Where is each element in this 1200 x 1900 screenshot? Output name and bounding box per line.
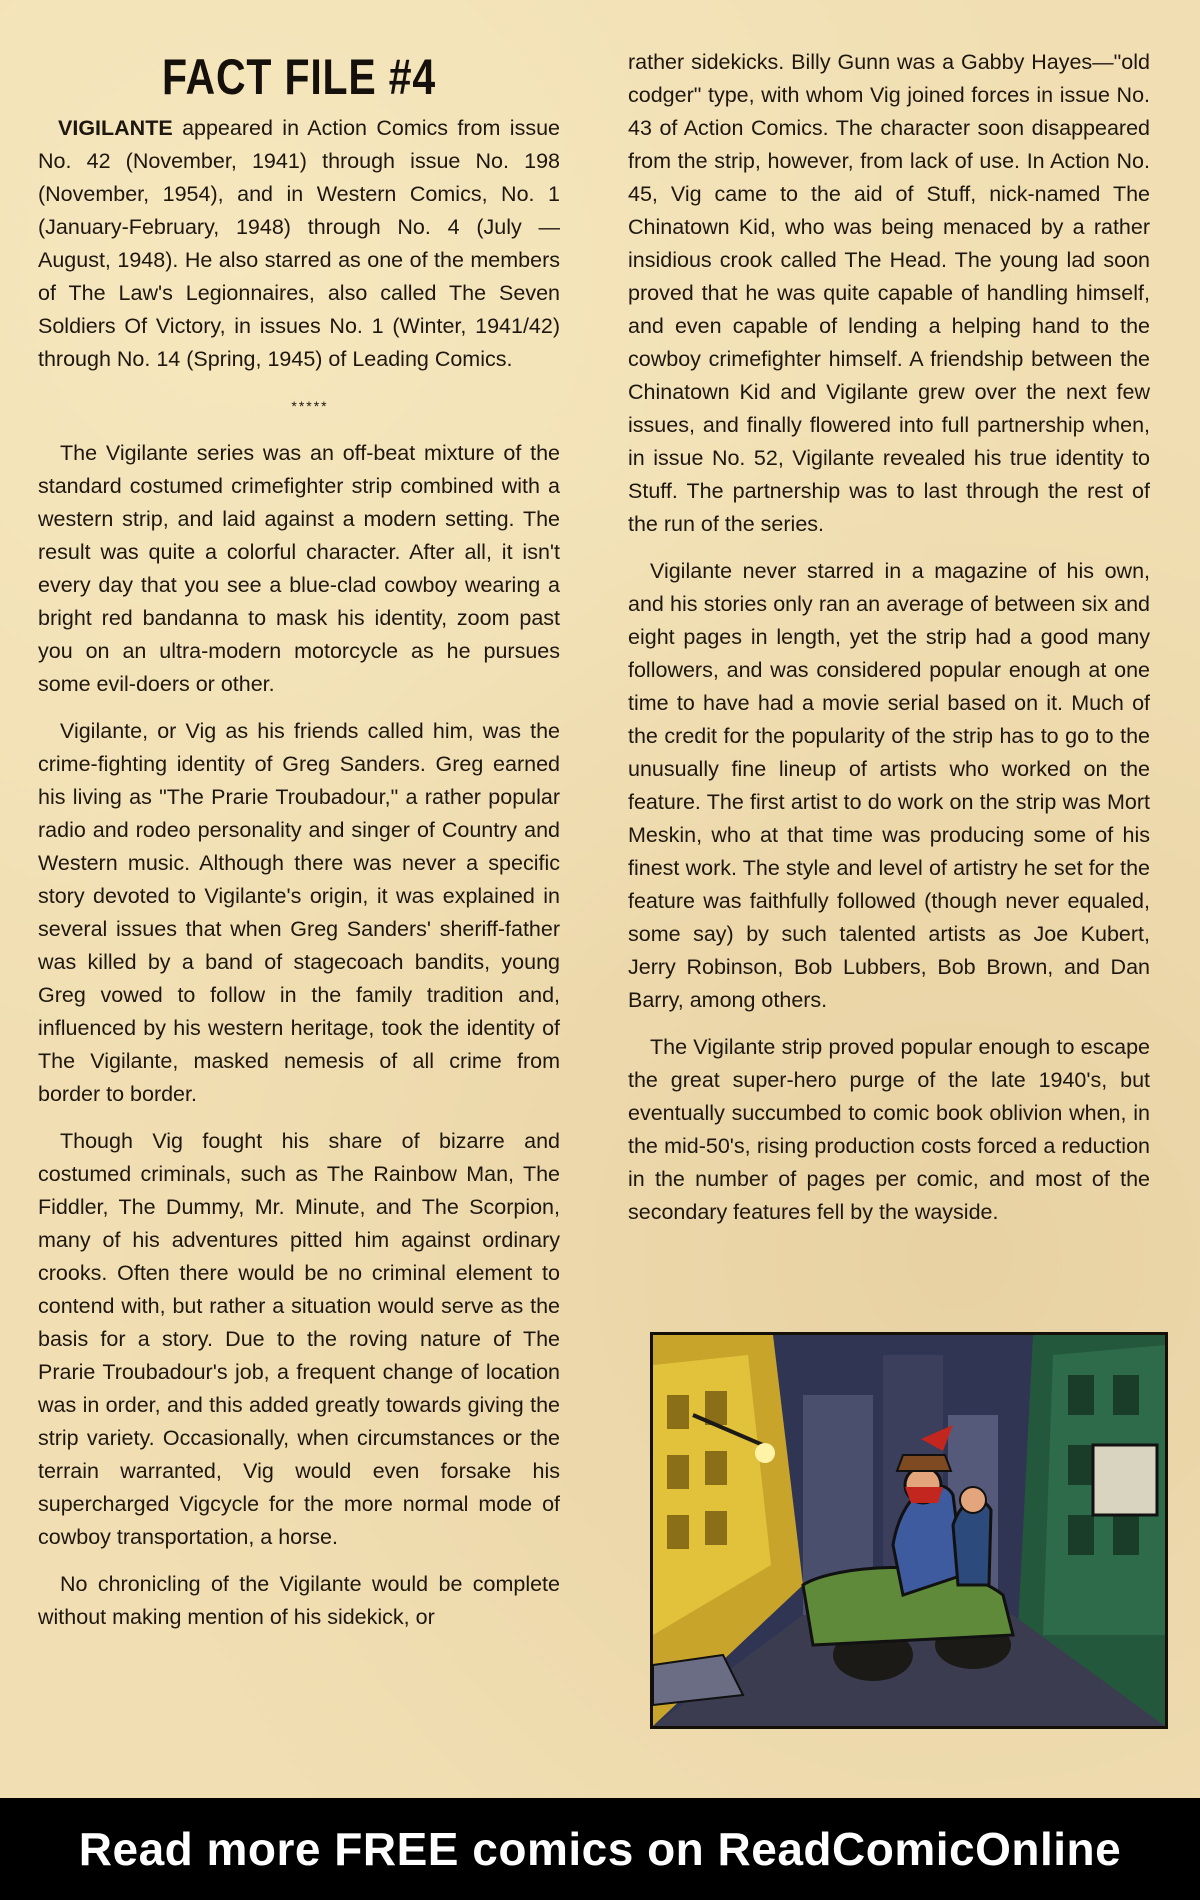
page-title: FACT FILE #4 [161, 49, 437, 105]
vigilante-motorcycle-illustration [653, 1335, 1165, 1726]
intro-lead: VIGILANTE [58, 116, 173, 140]
right-column [628, 0, 1150, 1243]
promo-footer-banner[interactable] [0, 1798, 1200, 1900]
paragraph: No chronicling of the Vigilante would be complete without making mention of his sidekick, or [38, 1572, 560, 1629]
paragraph: rather sidekicks. Billy Gunn was a Gabby Hayes—"old codger" type, with whom Vig joined forces in issue No. 43 of Action Comics. The character soon disappeared from the strip, however, from lack of use. In Action No. 45, Vig came to the aid of Stuff, nick-named The Chinatown Kid, who was being menaced by a rather insidious crook called The Head. The young lad soon proved that he was quite capable of handling himself, and even capable of lending a helping hand to the cowboy crimefighter himself. A friendship between the Chinatown Kid and Vigilante grew over the next few issues, and finally flowered into full partnership when, in issue No. 52, Vigilante revealed his true identity to Stuff. The partnership was to last through the rest of the run of the series. [628, 50, 1150, 536]
comic-illustration-panel [650, 1332, 1168, 1729]
paragraph: Vigilante, or Vig as his friends called him, was the crime-fighting identity of Greg Sanders. Greg earned his living as "The Prarie Troubadour," a rather popular radio and rodeo personality and singer of Country and Western music. Although there was never a specific story devoted to Vigilante's origin, it was explained in several issues that when Greg Sanders' sheriff-father was killed by a band of stagecoach bandits, young Greg vowed to follow in the family tradition and, influenced by his western heritage, took the identity of The Vigilante, masked nemesis of all crime from border to border. [38, 719, 560, 1106]
paragraph: Vigilante never starred in a magazine of his own, and his stories only ran an average of between six and eight pages in length, yet the strip had a good many followers, and was considered popular enough at one time to have had a movie serial based on it. Much of the credit for the popularity of the strip has to go to the unusually fine lineup of artists who worked on the feature. The first artist to do work on the strip was Mort Meskin, who at that time was producing some of his finest work. The style and level of artistry he set for the feature was faithfully followed (though never equaled, some say) by such talented artists as Joe Kubert, Jerry Robinson, Bob Lubbers, Bob Brown, and Dan Barry, among others. [628, 559, 1150, 1012]
intro-text: appeared in Action Comics from issue No. 42 (November, 1941) through issue No. 198 (November, 1954), and in Western Comics, No. 1 (January-February, 1948) through No. 4 (July —August, 1948). He also starred as one of the members of The Law's Legionnaires, also called The Seven Soldiers Of Victory, in issues No. 1 (Winter, 1941/42) through No. 14 (Spring, 1945) of Leading Comics. [38, 116, 560, 371]
promo-footer-text[interactable]: Read more FREE comics on ReadComicOnline [78, 1823, 1122, 1875]
paragraph: The Vigilante strip proved popular enough to escape the great super-hero purge of the late 1940's, but eventually succumbed to comic book oblivion when, in the mid-50's, rising production costs forced a reduction in the number of pages per comic, and most of the secondary features fell by the wayside. [628, 1035, 1150, 1224]
intro-paragraph [38, 112, 560, 376]
left-column [38, 0, 560, 1648]
paragraph: Though Vig fought his share of bizarre and costumed criminals, such as The Rainbow Man, The Fiddler, The Dummy, Mr. Minute, and The Scorpion, many of his adventures pitted him against ordinary crooks. Often there would be no criminal element to contend with, but rather a situation would serve as the basis for a story. Due to the roving nature of The Prarie Troubadour's job, a frequent change of location was in order, and this added greatly towards giving the strip variety. Occasionally, when circumstances or the terrain warranted, Vig would even forsake his supercharged Vigcycle for the more normal mode of cowboy transportation, a horse. [38, 1129, 560, 1549]
separator-stars: ***** [291, 398, 329, 414]
paragraph: The Vigilante series was an off-beat mixture of the standard costumed crimefighter strip combined with a western strip, and laid against a modern setting. The result was quite a colorful character. After all, it isn't every day that you see a blue-clad cowboy wearing a bright red bandanna to mask his identity, zoom past you on an ultra-modern motorcycle as he pursues some evil-doers or other. [38, 441, 560, 696]
